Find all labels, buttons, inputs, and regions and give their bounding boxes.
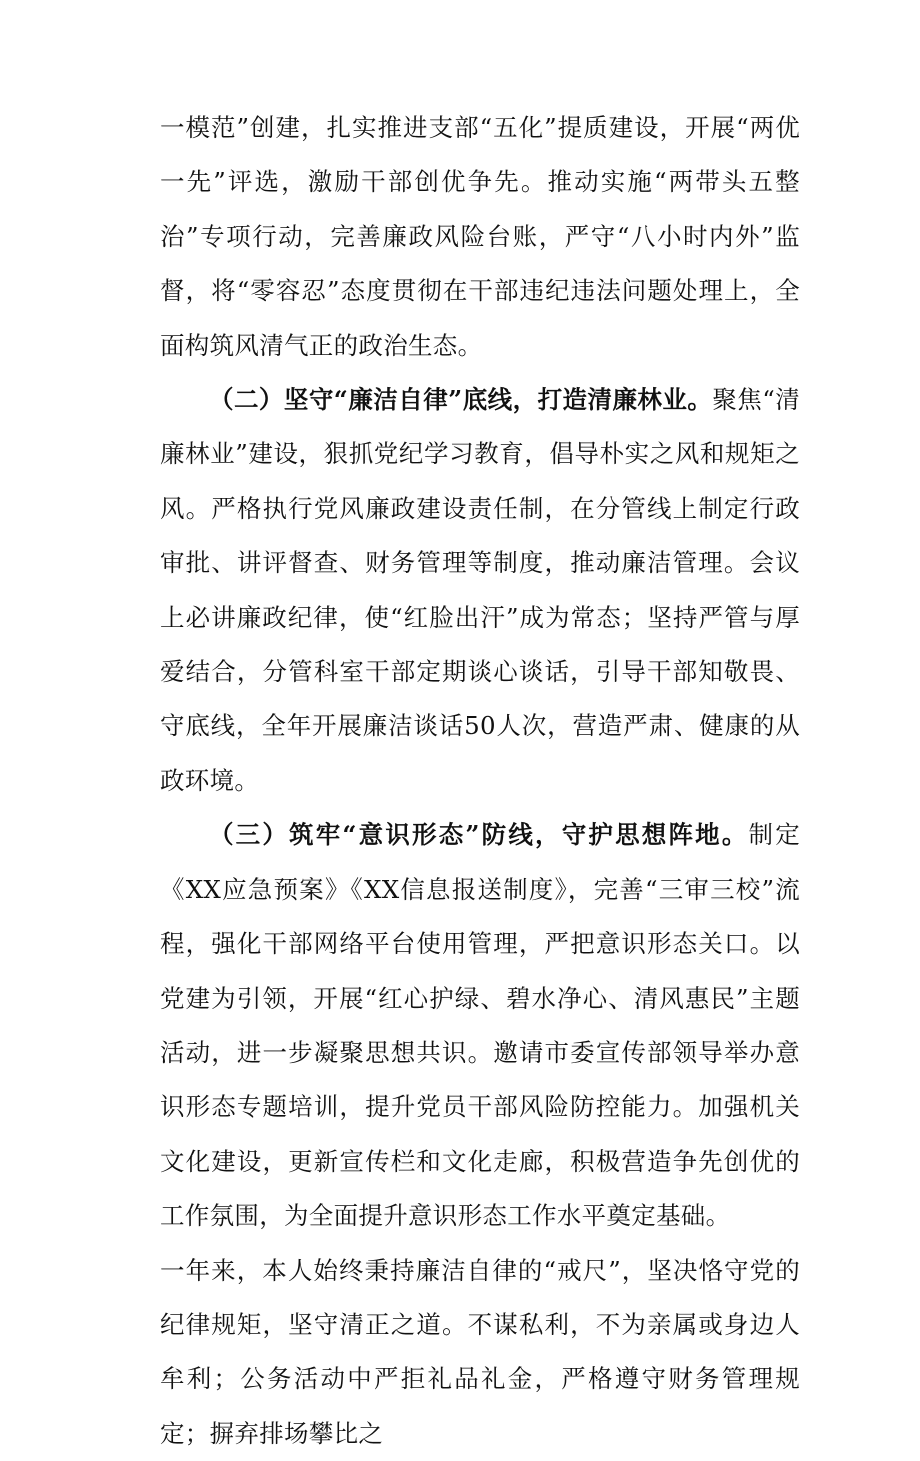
section-heading: （三）筑牢“意识形态”防线，守护思想阵地。 — [209, 820, 749, 850]
paragraph-text: 聚焦“清廉林业”建设，狠抓党纪学习教育，倡导朴实之风和规矩之风。严格执行党风廉政建设责任制，在分管线上制定行政审批、讲评督查、财务管理等制度，推动廉洁管理。会议上必讲廉政纪律，使“红脸出汗”成为常态；坚持严管与厚爱结合，分管科室干部定期谈心谈话，引导干部知敬畏、守底线，全年开展廉洁谈话50人次，营造严肃、健康的从政环境。 — [160, 385, 800, 795]
paragraph-text: 一模范”创建，扎实推进支部“五化”提质建设，开展“两优一先”评选，激励干部创优争先。推动实施“两带头五整治”专项行动，完善廉政风险台账，严守“八小时内外”监督，将“零容忍”态度贯彻在干部违纪违法问题处理上，全面构筑风清气正的政治生态。 — [160, 113, 800, 360]
paragraph-text: 制定《XX应急预案》《XX信息报送制度》，完善“三审三校”流程，强化干部网络平台使用管理，严把意识形态关口。以党建为引领，开展“红心护绿、碧水净心、清风惠民”主题活动，进一步凝聚思想共识。邀请市委宣传部领导举办意识形态专题培训，提升党员干部风险防控能力。加强机关文化建设，更新宣传栏和文化走廊，积极营造争先创优的工作氛围，为全面提升意识形态工作水平奠定基础。 — [160, 820, 800, 1231]
paragraph-summary — [160, 1244, 800, 1461]
paragraph-section-2 — [160, 373, 800, 808]
paragraph-continuation — [160, 101, 800, 373]
paragraph-text: 一年来，本人始终秉持廉洁自律的“戒尺”，坚决恪守党的纪律规矩，坚守清正之道。不谋私利，不为亲属或身边人牟利；公务活动中严拒礼品礼金，严格遵守财务管理规定；摒弃排场攀比之 — [160, 1255, 800, 1448]
section-heading: （二）坚守“廉洁自律”底线，打造清廉林业。 — [209, 385, 713, 415]
paragraph-section-3 — [160, 808, 800, 1243]
document-body — [160, 101, 800, 1461]
